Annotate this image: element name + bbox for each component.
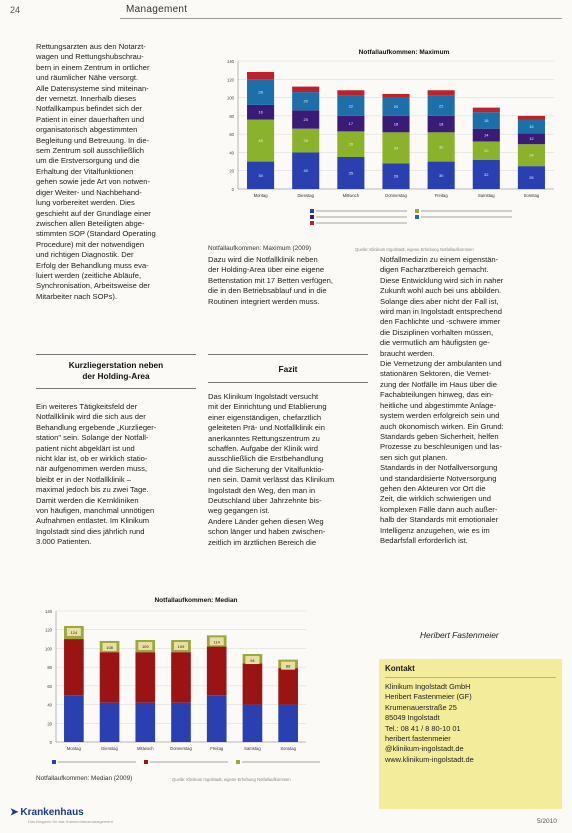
data-label: 18	[438, 121, 444, 127]
text-line: geleiteten Prä- und Notfallklinik ein	[208, 423, 325, 433]
legend-text-placeholder	[58, 761, 136, 762]
data-label: 32	[438, 144, 444, 150]
legend-swatch	[144, 760, 148, 764]
text-line: den Fachlichte und -schwere immer	[380, 317, 501, 327]
data-label: 18	[393, 121, 399, 127]
y-tick-label: 140	[227, 59, 234, 64]
text-line: Prozesse zu beschleunigen und las-	[380, 442, 502, 452]
text-line: Standards geben Sicherheit, helfen	[380, 431, 499, 441]
bar-segment	[382, 94, 409, 98]
text-line: Ingolstadt sind dies jährlich rund	[36, 526, 145, 536]
data-label: 26	[303, 138, 308, 144]
text-line: Bedarfsfall erforderlich ist.	[380, 535, 468, 545]
text-line: komplexen Fälle dann auch außer-	[380, 504, 498, 514]
article-column-1-top	[36, 42, 196, 302]
data-label: 17	[348, 121, 354, 127]
x-tick-label: Mittwoch	[137, 746, 154, 751]
x-tick-label: Dienstag	[101, 746, 118, 751]
contact-line: Heribert Fastenmeier (GF)	[385, 692, 472, 702]
text-line: von häufigen, manchmal unnötigen	[36, 506, 155, 516]
article-column-1-bottom	[36, 402, 196, 548]
y-tick-label: 0	[231, 187, 234, 192]
bar-segment	[135, 652, 155, 703]
data-label: 20	[303, 117, 308, 123]
text-line: und die Sicherung der Vitalfunktio-	[208, 464, 324, 474]
chart-legend	[52, 760, 320, 764]
page-number: 24	[10, 5, 21, 15]
data-label: 28	[393, 173, 399, 179]
text-line: schaffen. Aufgabe der Klinik wird	[208, 444, 319, 454]
legend-swatch	[310, 209, 314, 213]
contact-title: Kontakt	[385, 664, 415, 673]
legend-text-placeholder	[150, 761, 228, 762]
text-line: Solange dies aber nicht der Fall ist,	[380, 296, 499, 306]
article-column-2-top	[208, 255, 368, 307]
text-line: Andere Länder gehen diesen Weg	[208, 516, 324, 526]
legend-text-placeholder	[316, 222, 407, 223]
heading-rule-bottom	[36, 388, 196, 389]
data-label: 108	[106, 644, 113, 650]
text-line: heitliche und abgestimmte Anlage-	[380, 400, 497, 410]
text-line: när aufgenommen werden muss,	[36, 464, 148, 474]
x-tick-label: Montag	[66, 746, 81, 751]
y-tick-label: 20	[229, 168, 234, 174]
text-line: geschieht auf der Grundlage einer	[36, 208, 151, 218]
data-label: 28	[258, 89, 263, 95]
chart-median-caption: Notfallaufkommen: Median (2009)	[36, 775, 133, 782]
text-line: um die Erstversorgung und die	[36, 156, 140, 166]
logo-arrow-icon: ➤	[10, 807, 19, 818]
legend-swatch	[52, 760, 56, 764]
data-label: 15	[529, 123, 534, 129]
bar-segment	[171, 703, 191, 742]
text-line: wird man in Ingolstadt entsprechend	[380, 307, 502, 317]
heading-line: Kurzliegerstation neben	[68, 360, 164, 370]
text-line: Routinen integriert werden muss.	[208, 296, 320, 306]
chart-maximum-source: Quelle: Klinikum Ingolstadt, eigene Erhebung Notfallaufkommen	[355, 247, 474, 252]
text-line: system werden erfolgreich sein und	[380, 411, 500, 421]
heading-rule-bottom	[208, 382, 368, 383]
text-line: Notfallmedizin zu einem eigenstän-	[380, 255, 499, 264]
bar-segment	[100, 652, 120, 703]
text-line: organisatorisch abgestimmten	[36, 125, 138, 135]
legend-text-placeholder	[421, 216, 512, 217]
contact-line: @klinikum-ingolstadt.de	[385, 744, 464, 754]
text-line: Diese Entwicklung wird sich in naher	[380, 275, 504, 285]
contact-box	[379, 659, 562, 809]
text-line: 3.000 Patienten.	[36, 537, 92, 547]
x-tick-label: Mittwoch	[342, 193, 360, 198]
heading-rule-top	[36, 354, 196, 355]
legend-text-placeholder	[316, 216, 407, 217]
data-label: 32	[484, 171, 489, 177]
text-line: Notfallklinik wird die sich aus der	[36, 412, 146, 422]
y-tick-label: 80	[229, 113, 234, 119]
data-label: 34	[393, 145, 399, 151]
contact-line: Tel.: 08 41 / 8 80-10 01	[385, 723, 461, 733]
bar-segment	[247, 72, 274, 79]
bar-segment	[278, 668, 298, 704]
text-line: Deutschland über Jahrzehnte bis-	[208, 496, 322, 506]
bar-segment	[292, 87, 319, 92]
y-tick-label: 140	[45, 609, 52, 614]
text-line: Zeit, die wirklich schwierigen und	[380, 494, 491, 504]
data-label: 20	[393, 104, 399, 110]
text-line: lung vorbereitet werden. Dies	[36, 198, 135, 208]
contact-lines	[379, 678, 562, 765]
data-label: 14	[484, 132, 489, 138]
chart-median-source: Quelle: Klinikum Ingolstadt, eigene Erhebung Notfallaufkommen	[172, 777, 291, 782]
x-tick-label: Dienstag	[297, 193, 314, 198]
text-line: diger Weiter- und Nachbehand-	[36, 187, 142, 197]
text-line: stimmten SOP (Standard Operating	[36, 229, 156, 239]
legend-swatch	[236, 760, 240, 764]
magazine-logo	[10, 807, 84, 818]
legend-swatch	[310, 215, 314, 219]
heading-rule-top	[208, 354, 368, 355]
data-label: 25	[529, 175, 534, 181]
bar-segment	[135, 703, 155, 742]
text-line: Intelligenz anzugehen, wie es im	[380, 525, 490, 535]
contact-line: Klinikum Ingolstadt GmbH	[385, 682, 471, 691]
text-line: auch ökonomisch wirken. Ein Grund:	[380, 421, 504, 431]
text-line: ausschließlich die Erstbehandlung	[208, 454, 324, 464]
chart-maximum	[206, 45, 562, 245]
text-line: Damit werden die Kernkliniken	[36, 495, 139, 505]
text-line: Die Vernetzung der ambulanten und	[380, 359, 502, 369]
bar-segment	[243, 705, 263, 742]
y-tick-label: 40	[47, 702, 52, 708]
chart-legend	[310, 209, 512, 225]
y-tick-label: 40	[229, 150, 234, 156]
logo-text: Krankenhaus	[20, 807, 84, 818]
data-label: 40	[303, 168, 308, 174]
data-label: 12	[529, 136, 534, 142]
x-tick-label: Montag	[253, 193, 268, 198]
y-tick-label: 100	[45, 646, 52, 652]
text-line: nen sein. Damit verlässt das Klinikum	[208, 475, 335, 485]
data-label: 35	[348, 170, 354, 176]
text-line: patient nicht abgeklärt ist und	[36, 443, 135, 453]
legend-text-placeholder	[421, 210, 512, 211]
text-line: Begleitung und Betreuung. In die-	[36, 135, 150, 145]
author-name: Heribert Fastenmeier	[420, 630, 499, 640]
text-line: wagen und Rettungshubschrau-	[36, 52, 144, 62]
x-tick-label: Freitag	[210, 746, 224, 751]
text-line: Alle Datensysteme sind miteinan-	[36, 83, 149, 93]
heading-line: der Holding-Area	[82, 371, 150, 381]
text-line: bleibt er in der Notfallklinik –	[36, 474, 131, 484]
legend-text-placeholder	[316, 210, 407, 211]
text-line: die vermutlich am häufigsten ge-	[380, 338, 490, 348]
data-label: 22	[348, 103, 354, 109]
magazine-tagline: Das Magazin für das Krankenhausmanagement	[28, 819, 113, 824]
x-tick-label: Donnerstag	[170, 746, 192, 751]
x-tick-label: Samstag	[244, 746, 261, 751]
section-title: Management	[126, 4, 188, 15]
text-line: mit der Einrichtung und Etablierung	[208, 402, 327, 412]
bar-segment	[518, 116, 545, 120]
text-line: braucht werden.	[380, 348, 435, 358]
chart-title: Notfallaufkommen: Median	[154, 597, 238, 604]
text-line: der vernetzt. Innerhalb dieses	[36, 94, 137, 104]
text-line: schon länger und haben zwischen-	[208, 527, 326, 537]
article-column-3	[380, 255, 562, 546]
text-line: zung der Notfälle im Haus über die	[380, 379, 497, 389]
data-label: 30	[438, 172, 444, 178]
x-tick-label: Sonntag	[280, 746, 296, 751]
data-label: 28	[348, 141, 354, 147]
contact-line: Krumenauerstraße 25	[385, 702, 457, 712]
data-label: 109	[141, 644, 149, 650]
text-line: und standardisierte Notversorgung	[380, 473, 497, 483]
text-line: Dazu wird die Notfallklinik neben	[208, 255, 318, 264]
text-line: bern in einem Zentrum in ortlicher	[36, 62, 150, 72]
y-tick-label: 120	[45, 627, 52, 633]
y-tick-label: 80	[47, 665, 52, 671]
data-label: 46	[258, 138, 263, 144]
text-line: Aufnahmen entlastet. Im Klinikum	[36, 516, 150, 526]
contact-line: heribert.fastenmeier	[385, 734, 451, 744]
legend-text-placeholder	[242, 761, 320, 762]
data-label: 18	[484, 117, 489, 123]
chart-title: Notfallaufkommen: Maximum	[358, 49, 450, 56]
legend-swatch	[415, 215, 419, 219]
section-heading-kurzlieger	[36, 360, 196, 382]
chart-median	[30, 593, 370, 773]
text-line: einer eigenständigen, chefarztlich	[208, 412, 322, 422]
text-line: Procedure) mit der notwendigen	[36, 239, 145, 249]
x-tick-label: Sonntag	[523, 193, 540, 198]
y-tick-label: 100	[227, 95, 234, 101]
y-tick-label: 120	[227, 77, 234, 83]
text-line: und räumlicher Nähe versorgt.	[36, 73, 139, 83]
bar-segment	[428, 90, 455, 95]
y-tick-label: 20	[47, 721, 52, 727]
text-line: anerkanntes Rettungszentrum zu	[208, 433, 320, 443]
text-line: Patient in einer dauerhaften und	[36, 114, 145, 124]
legend-swatch	[310, 221, 314, 225]
text-line: zwischen allen Beteiligten abge-	[36, 218, 145, 228]
text-line: Erhaltung der Vitalfunktionen	[36, 166, 134, 176]
text-line: Synchronisation, Arbeitsweise der	[36, 281, 150, 291]
bar-segment	[473, 108, 500, 113]
text-line: nicht klar ist, ob er wirklich statio-	[36, 454, 148, 464]
text-line: Standards in der Notfallversorgung	[380, 463, 498, 473]
bar-segment	[278, 705, 298, 742]
data-label: 24	[529, 152, 534, 158]
legend-swatch	[415, 209, 419, 213]
text-line: sem Zentrum soll ausschließlich	[36, 146, 145, 156]
data-label: 30	[258, 172, 263, 178]
text-line: Rettungsarzten aus den Notarzt-	[36, 42, 146, 51]
y-tick-label: 60	[47, 683, 52, 689]
issue-number: 5/2010	[537, 818, 557, 825]
data-label: 20	[484, 148, 489, 154]
text-line: Ingolstadt den Weg, den man in	[208, 485, 316, 495]
chart-maximum-caption: Notfallaufkommen: Maximum (2009)	[208, 245, 311, 252]
bar-segment	[64, 639, 84, 695]
article-column-2-bottom	[208, 392, 368, 548]
data-label: 94	[250, 658, 255, 664]
text-line: maximal jedoch bis zu zwei Tage.	[36, 485, 149, 495]
text-line: stationären Sektoren, die Vernet-	[380, 369, 492, 379]
text-line: luiert werden (zeitliche Abläufe,	[36, 270, 142, 280]
data-label: 124	[70, 629, 78, 635]
bar-segment	[100, 703, 120, 742]
text-line: Das Klinikum Ingolstadt versucht	[208, 392, 319, 401]
text-line: sen sich gut planen.	[380, 452, 448, 462]
bar-segment	[64, 695, 84, 742]
text-line: Behandlung ergebende „Kurzlieger-	[36, 422, 157, 432]
x-tick-label: Samstag	[478, 193, 495, 198]
text-line: weg gegangen ist.	[208, 506, 270, 516]
text-line: gehen den Akteuren vor Ort die	[380, 483, 486, 493]
header-rule	[120, 18, 562, 19]
text-line: Erfolg der Behandlung muss eva-	[36, 260, 149, 270]
text-line: station" sein. Solange der Notfall-	[36, 433, 149, 443]
y-tick-label: 0	[49, 740, 52, 745]
text-line: Bettenstation mit 17 Betten verfügen,	[208, 275, 333, 285]
text-line: Mitarbeiter nach SOPs).	[36, 291, 118, 301]
text-line: digen Facharztbereich gemacht.	[380, 265, 489, 275]
text-line: und richtigen Diagnostik. Der	[36, 250, 134, 260]
text-line: halb der Standards mit emotionaler	[380, 515, 499, 525]
section-heading-fazit: Fazit	[278, 364, 298, 374]
data-label: 16	[258, 109, 263, 115]
text-line: die in den Betriebsablauf und in die	[208, 286, 327, 296]
data-label: 114	[213, 639, 220, 645]
contact-line: 85049 Ingolstadt	[385, 713, 440, 723]
text-line: die Disziplinen vorhalten müssen,	[380, 327, 494, 337]
x-tick-label: Freitag	[434, 193, 448, 198]
x-tick-label: Donnerstag	[385, 193, 407, 198]
text-line: Fachabteilungen hinweg, das ein-	[380, 390, 494, 400]
data-label: 109	[177, 644, 185, 650]
text-line: gehen sowie jede Art von notwen-	[36, 177, 150, 187]
text-line: Ein weiteres Tätigkeitsfeld der	[36, 402, 138, 411]
data-label: 22	[438, 103, 444, 109]
text-line: zeitlich im ärztlichen Bereich die	[208, 537, 317, 547]
y-tick-label: 60	[229, 132, 234, 138]
bar-segment	[337, 90, 364, 95]
bar-segment	[207, 647, 227, 696]
data-label: 88	[285, 663, 291, 669]
bar-segment	[243, 663, 263, 704]
text-line: Notfallkampus befindet sich der	[36, 104, 142, 114]
data-label: 20	[303, 98, 308, 104]
bar-segment	[171, 652, 191, 703]
contact-line: www.klinikum-ingolstadt.de	[385, 754, 474, 764]
bar-segment	[207, 695, 227, 742]
text-line: der Holding-Area über eine eigene	[208, 265, 325, 275]
text-line: Zukunft wohl auch bei uns abbilden.	[380, 286, 502, 296]
